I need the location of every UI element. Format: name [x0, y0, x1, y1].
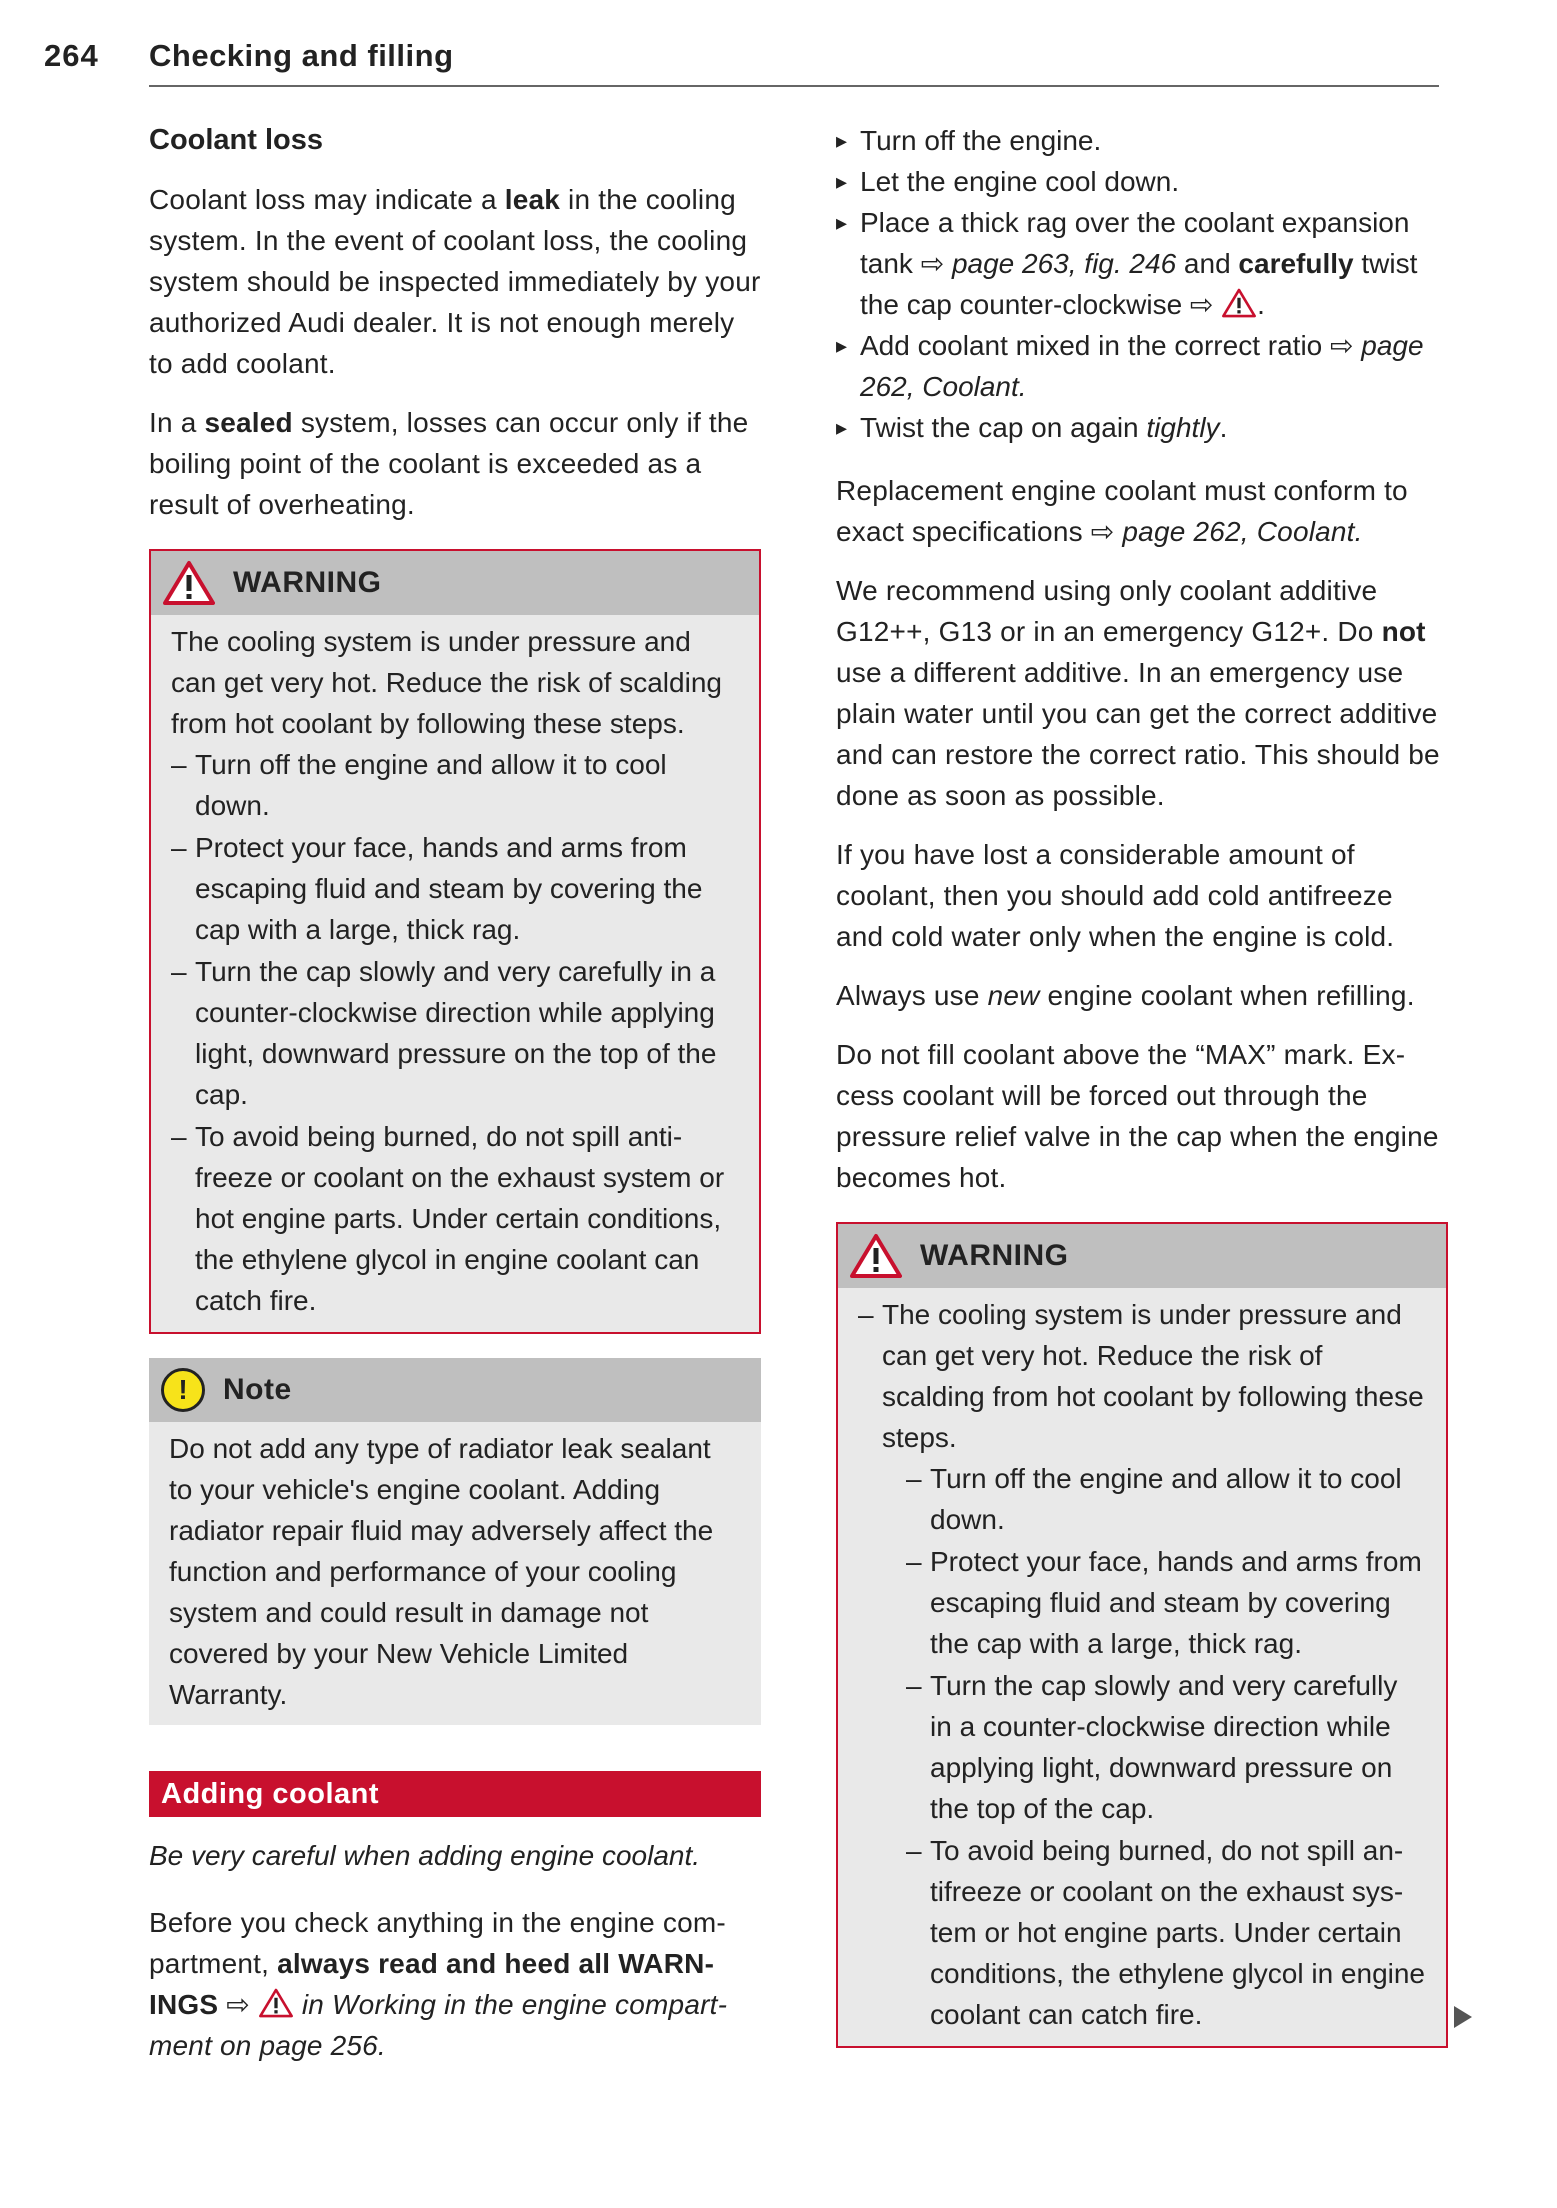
coolant-loss-paragraph-1: Coolant loss may indicate a leak in the cooling system. In the event of coolant loss, the cooling system should be inspected immediately by your authorized Audi dealer. It is not enough merely to add coolant.	[149, 184, 761, 379]
warning-box-2-header	[838, 1224, 1446, 1288]
note-text: Do not add any type of radiator leak sealant to your vehicle's engine coolant. Adding radiator repair fluid may adversely affect the function and performance of your cooling system and could result in damage not covered by your New Vehicle Limited Warranty.	[169, 1433, 714, 1710]
step-item: ▸ Add coolant mixed in the correct ratio ⇨ page 262, Coolant.	[836, 325, 1448, 407]
warning-triangle-icon	[258, 1988, 294, 2018]
warning-triangle-icon	[1221, 288, 1257, 318]
warning-item: – Turn the cap slowly and very carefully in a counter-clockwise direction while applying light, downward pressure on the top of the cap.	[171, 951, 739, 1115]
page-number: 264	[44, 38, 99, 73]
step-item: ▸ Let the engine cool down.	[836, 161, 1448, 202]
exclamation-circle-icon: !	[161, 1368, 205, 1412]
warning-box-1-header	[151, 551, 759, 615]
adding-coolant-intro: Be very careful when adding engine coolant.	[149, 1840, 701, 1871]
warning-item: – To avoid being burned, do not spill antifreeze or coolant on the exhaust system or hot engine parts. Under certain conditions, the ethylene glycol in engine coolant can catch fire.	[171, 1116, 739, 1321]
warning-title: WARNING	[920, 1239, 1069, 1272]
replacement-paragraph: Replacement engine coolant must conform to exact specifications ⇨ page 262, Coolant.	[836, 475, 1408, 547]
page-header	[44, 38, 1444, 88]
warning-item: – Turn off the engine and allow it to cool down.	[171, 744, 739, 826]
warning-item: – Turn off the engine and allow it to cool down.	[906, 1458, 1426, 1540]
warning-item: – The cooling system is under pressure and can get very hot. Reduce the risk of scalding from hot coolant by following these steps. – Turn off the engine and allow it to cool down. – Protect your face, hands and arms from escaping fluid and steam by covering the cap with a large, thick rag. – Turn the cap slowly and very carefully in a counter-clockwise direction while applying light, downward pressure on the top of the cap. – To avoid being burned, do not spill antifreeze or coolant on the exhaust system or hot engine parts. Under certain conditions, the ethylene glycol in engine coolant can catch fire.	[858, 1294, 1426, 2035]
warning-sublist	[906, 1458, 1426, 2035]
new-coolant-paragraph: Always use new engine coolant when refilling.	[836, 980, 1415, 1011]
recommend-paragraph: We recommend using only coolant additive G12++, G13 or in an emergency G12+. Do not use a different additive. In an emergency use plain water until you can get the correct additive and can restore the correct ratio. This should be done as soon as possible.	[836, 575, 1440, 811]
procedure-steps	[836, 120, 1448, 448]
next-page-arrow-icon	[1454, 2006, 1472, 2028]
warning-triangle-icon	[163, 560, 215, 606]
warning-item: – Protect your face, hands and arms from escaping fluid and steam by covering the cap with a large, thick rag.	[171, 827, 739, 950]
warning-intro: The cooling system is under pressure and can get very hot. Reduce the risk of scalding from hot coolant by following these steps.	[171, 626, 722, 739]
step-item: ▸ Place a thick rag over the coolant expansion tank ⇨ page 263, fig. 246 and carefully twist the cap counter-clockwise ⇨ .	[836, 202, 1448, 325]
warning-title: WARNING	[233, 566, 382, 599]
step-item: ▸ Turn off the engine.	[836, 120, 1448, 161]
warning-item: – Turn the cap slowly and very carefully in a counter-clockwise direction while applying light, downward pressure on the top of the cap.	[906, 1665, 1426, 1829]
step-item: ▸ Twist the cap on again tightly.	[836, 407, 1448, 448]
page-reference-link[interactable]: ⇨ page 263, fig. 246	[920, 248, 1177, 279]
page-reference-link[interactable]: ⇨ page 262, Coolant.	[1090, 516, 1363, 547]
warning-list	[858, 1294, 1426, 2035]
max-mark-paragraph: Do not fill coolant above the “MAX” mark. Excess coolant will be forced out through the pressure relief valve in the cap when the engine becomes hot.	[836, 1039, 1439, 1193]
header-rule	[149, 85, 1439, 87]
warning-box-2	[836, 1222, 1448, 2048]
warning-triangle-icon	[850, 1233, 902, 1279]
coolant-loss-paragraph-2: In a sealed system, losses can occur only if the boiling point of the coolant is exceeded as a result of overheating.	[149, 407, 749, 520]
warning-item: – Protect your face, hands and arms from escaping fluid and steam by covering the cap with a large, thick rag.	[906, 1541, 1426, 1664]
note-box	[149, 1358, 761, 1725]
note-box-header	[149, 1358, 761, 1422]
warning-box-1	[149, 549, 761, 1334]
adding-coolant-heading: Adding coolant	[149, 1771, 761, 1817]
chapter-title: Checking and filling	[149, 38, 454, 73]
coolant-lost-paragraph: If you have lost a considerable amount of coolant, then you should add cold antifreeze and cold water only when the engine is cold.	[836, 839, 1395, 952]
coolant-loss-heading: Coolant loss	[149, 124, 324, 156]
adding-coolant-paragraph: Before you check anything in the engine compartment, always read and heed all WARNINGS ⇨ in Working in the engine compartment on page 256.	[149, 1907, 727, 2061]
page-reference-link[interactable]: ⇨ page 262, Coolant.	[860, 330, 1424, 402]
note-title: Note	[223, 1373, 292, 1406]
left-column	[149, 120, 761, 2084]
warning-list	[171, 744, 739, 1321]
warning-item: – To avoid being burned, do not spill antifreeze or coolant on the exhaust system or hot engine parts. Under certain conditions, the ethylene glycol in engine coolant can catch fire.	[906, 1830, 1426, 2035]
right-column	[836, 120, 1448, 2066]
